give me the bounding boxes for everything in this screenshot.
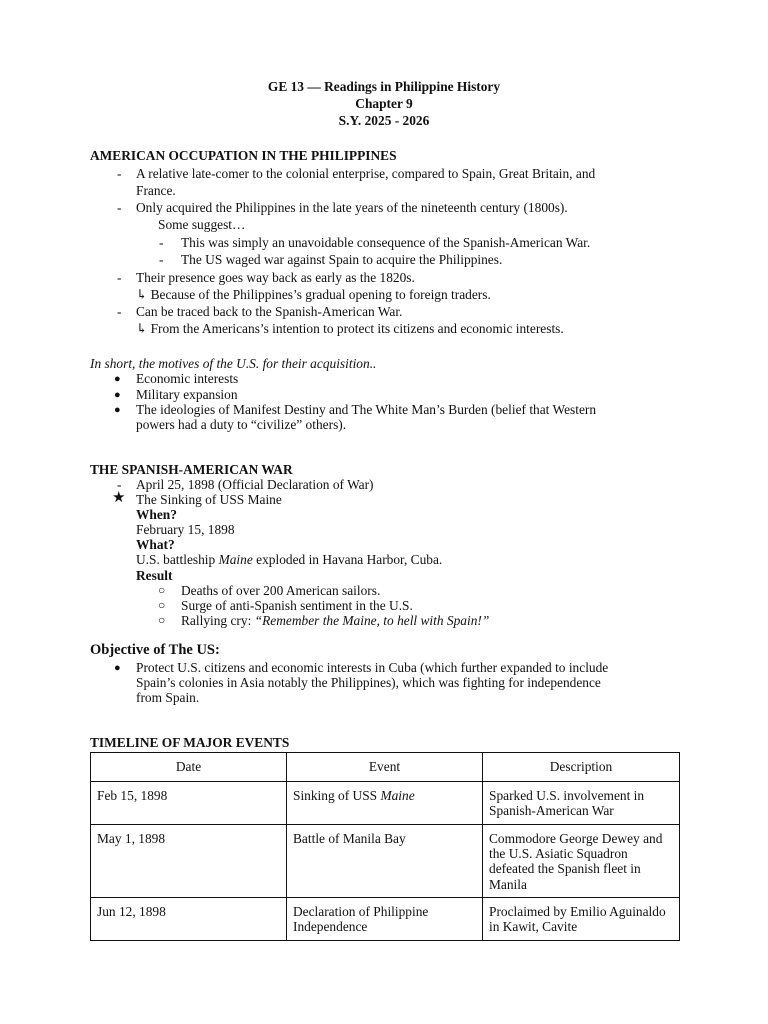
bullet-marker: ● [114,404,121,416]
bullet-marker: ● [114,662,121,674]
doc-school-year: S.Y. 2025 - 2026 [338,113,430,128]
dash-marker: - [159,252,164,267]
column-header-date: Date [91,753,287,782]
circle-bullet-marker: ○ [158,598,166,612]
occupation-some-suggest: Some suggest… [158,217,246,232]
cell-date: Jun 12, 1898 [91,898,287,941]
motives-intro: In short, the motives of the U.S. for their acquisition.. [90,356,377,371]
war-declaration: April 25, 1898 (Official Declaration of War) [136,477,374,492]
dash-marker: - [117,270,122,285]
table-row [91,825,680,898]
what-value [136,552,442,567]
motive-1: Economic interests [136,371,239,386]
cell-description: Commodore George Dewey and the U.S. Asiatic Squadron defeated the Spanish fleet in Manila [483,825,680,898]
dash-marker: - [117,200,122,215]
result-1: Deaths of over 200 American sailors. [181,583,381,598]
result-3-quote: “Remember the Maine, to hell with Spain!” [254,613,490,628]
occupation-point-4: Can be traced back to the Spanish-American War. [136,304,403,319]
cell-description: Proclaimed by Emilio Aguinaldo in Kawit, Cavite [483,898,680,941]
bullet-marker: ● [114,389,121,401]
cell-date: May 1, 1898 [91,825,287,898]
occupation-point-3: Their presence goes way back as early as the 1820s. [136,270,415,285]
result-2: Surge of anti-Spanish sentiment in the U.S. [181,598,413,613]
bullet-marker: ● [114,373,121,385]
what-value-ship: Maine [218,552,253,567]
doc-chapter: Chapter 9 [355,96,413,111]
table-header-row [91,753,680,782]
result-3-pre: Rallying cry: [181,613,255,628]
section-heading-timeline: TIMELINE OF MAJOR EVENTS [90,735,290,750]
dash-marker: - [117,166,122,181]
table-row [91,782,680,825]
objective-line-3: from Spain. [136,690,200,705]
what-label: What? [136,537,175,552]
section-heading-war: THE SPANISH-AMERICAN WAR [90,462,293,477]
when-value: February 15, 1898 [136,522,235,537]
cell-event [287,782,483,825]
war-uss-maine: The Sinking of USS Maine [136,492,282,507]
occupation-point-4-note: ↳ From the Americans’s intention to protect its citizens and economic interests. [136,321,564,336]
motive-3-line-2: powers had a duty to “civilize” others). [136,417,347,432]
when-label: When? [136,507,177,522]
dash-marker: - [117,477,122,492]
motive-3-line-1: The ideologies of Manifest Destiny and The White Man’s Burden (belief that Western [136,402,597,417]
section-heading-occupation: AMERICAN OCCUPATION IN THE PHILIPPINES [90,148,397,163]
column-header-event: Event [287,753,483,782]
cell-event-ship: Maine [380,788,415,803]
result-3 [181,613,489,628]
occupation-point-1-line-2: France. [136,183,176,198]
cell-event: Battle of Manila Bay [287,825,483,898]
what-value-pre: U.S. battleship [136,552,219,567]
cell-description: Sparked U.S. involvement in Spanish-American War [483,782,680,825]
column-header-description: Description [483,753,680,782]
timeline-table [90,752,680,941]
occupation-point-2: Only acquired the Philippines in the late years of the nineteenth century (1800s). [136,200,568,215]
dash-marker: - [159,235,164,250]
what-value-post: exploded in Havana Harbor, Cuba. [252,552,443,567]
cell-event: Declaration of Philippine Independence [287,898,483,941]
dash-marker: - [117,304,122,319]
doc-course-title: GE 13 — Readings in Philippine History [267,79,501,94]
motive-2: Military expansion [136,387,238,402]
cell-event-pre: Sinking of USS [293,788,381,803]
result-label: Result [136,568,173,583]
circle-bullet-marker: ○ [158,583,166,597]
occupation-suggestion-1: This was simply an unavoidable consequence of the Spanish-American War. [181,235,591,250]
star-icon: ★ [112,490,126,506]
section-heading-objective: Objective of The US: [90,642,220,658]
occupation-suggestion-2: The US waged war against Spain to acquire the Philippines. [181,252,503,267]
circle-bullet-marker: ○ [158,613,166,627]
table-row [91,898,680,941]
occupation-point-3-note: ↳ Because of the Philippines’s gradual opening to foreign traders. [136,287,491,302]
objective-line-1: Protect U.S. citizens and economic interests in Cuba (which further expanded to include [136,660,609,675]
objective-line-2: Spain’s colonies in Asia notably the Philippines), which was fighting for independence [136,675,601,690]
occupation-point-1-line-1: A relative late-comer to the colonial enterprise, compared to Spain, Great Britain, and [136,166,596,181]
cell-date: Feb 15, 1898 [91,782,287,825]
